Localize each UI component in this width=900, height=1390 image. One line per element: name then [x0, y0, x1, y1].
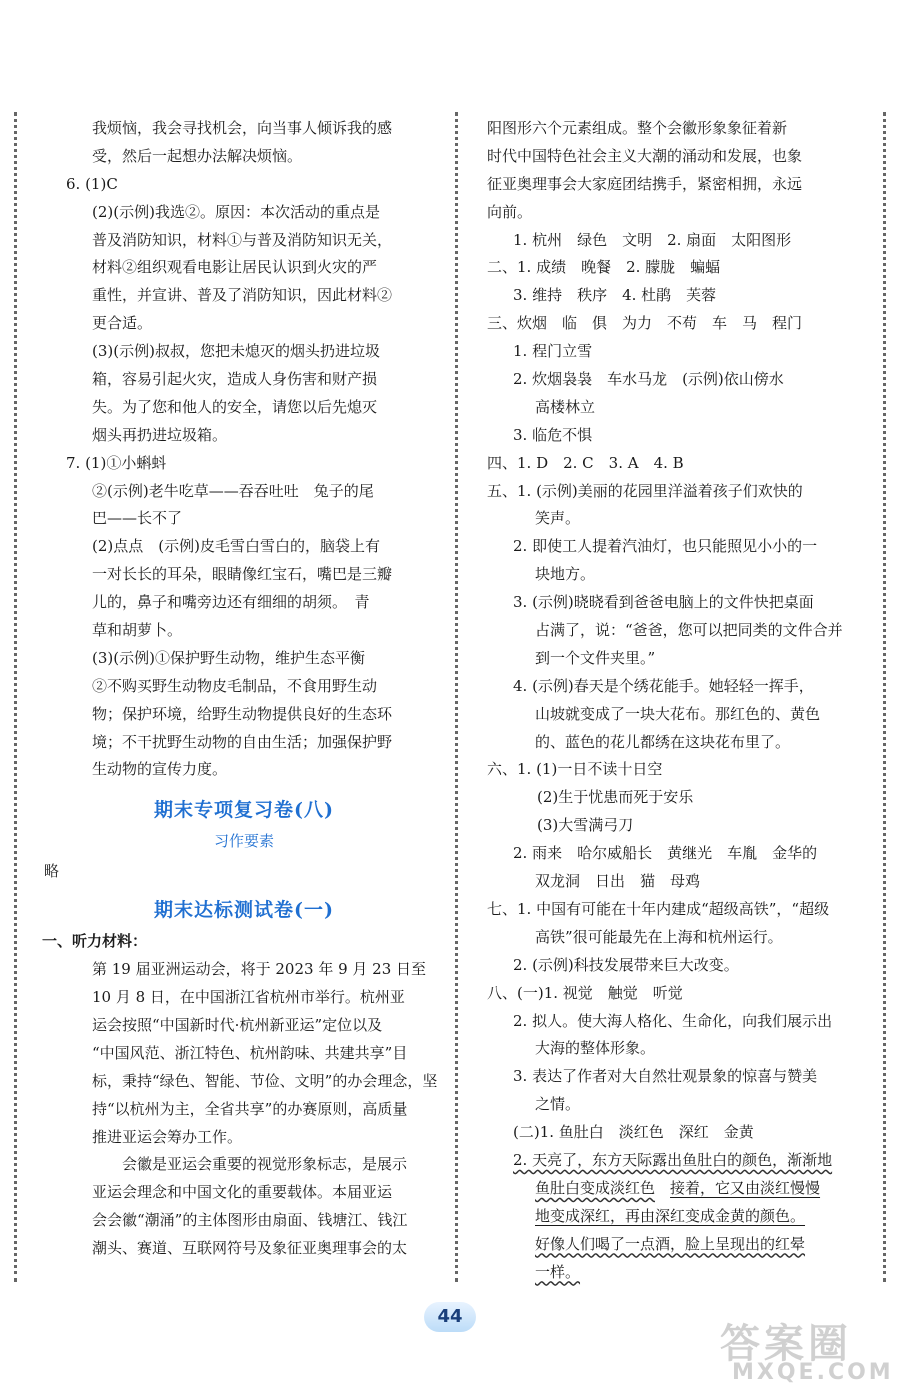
text-line: ②不购买野生动物皮毛制品，不食用野生动	[92, 676, 378, 695]
text-line: 箱，容易引起火灾，造成人身伤害和财产损	[92, 370, 378, 389]
left-column	[42, 115, 442, 1263]
answer-line: 4. (示例)春天是个绣花能手。她轻轻一挥手，	[513, 676, 814, 695]
paragraph-line: 推进亚运会筹办工作。	[92, 1127, 243, 1146]
omitted-note: 略	[44, 862, 60, 881]
answer-section-4: 四、1. D 2. C 3. A 4. B	[487, 453, 684, 472]
paragraph-line: 亚运会理念和中国文化的重要载体。本届亚运	[92, 1183, 393, 1202]
answer-line: 1. 杭州 绿色 文明 2. 扇面 太阳图形	[513, 230, 792, 249]
watermark-text: 答案圈	[720, 1321, 852, 1367]
text-line: 生动物的宣传力度。	[92, 760, 228, 779]
text-line: 境；不干扰野生动物的自由生活；加强保护野	[92, 732, 393, 751]
answer-line: 2. 雨来 哈尔威船长 黄继光 车胤 金华的	[513, 844, 818, 863]
answer-section-6: 六、1. (1)一日不读十日空	[487, 760, 663, 779]
paragraph-line: 标，秉持“绿色、智能、节俭、文明”的办会理念，坚	[92, 1071, 438, 1090]
text-line: 更合适。	[92, 314, 153, 333]
paragraph-line: 征亚奥理事会大家庭团结携手，紧密相拥，永远	[487, 174, 803, 193]
text-line: 草和胡萝卜。	[92, 621, 183, 640]
answer-line: 的、蓝色的花儿都绣在这块花布里了。	[535, 732, 791, 751]
answer-line	[487, 1175, 865, 1203]
answer-line: 块地方。	[535, 565, 596, 584]
paragraph-line: 时代中国特色社会主义大潮的涌动和发展，也象	[487, 146, 803, 165]
text-line: 物；保护环境，给野生动物提供良好的生态环	[92, 704, 393, 723]
paragraph-line: 10 月 8 日，在中国浙江省杭州市举行。杭州亚	[92, 988, 405, 1007]
paragraph-line: “中国风范、浙江特色、杭州韵味、共建共享”目	[92, 1043, 408, 1062]
paragraph-line: 会徽是亚运会重要的视觉形象标志，是展示	[122, 1155, 408, 1174]
answer-line: 大海的整体形象。	[535, 1039, 656, 1058]
paragraph-line: 运会按照“中国新时代·杭州新亚运”定位以及	[92, 1015, 383, 1034]
answer-line	[487, 1259, 865, 1287]
answer-line: 2. 拟人。使大海人格化、生命化，向我们展示出	[513, 1011, 833, 1030]
paragraph-line: 会会徽“潮涌”的主体图形由扇面、钱塘江、钱江	[92, 1211, 408, 1230]
paragraph-line: 向前。	[487, 202, 533, 221]
text-line: 烟头再扔进垃圾箱。	[92, 425, 228, 444]
left-dotted-border	[14, 112, 17, 1282]
answer-line: (3)大雪满弓刀	[537, 816, 634, 835]
answer-line: 笑声。	[535, 509, 581, 528]
answer-section-5: 五、1. (示例)美丽的花园里洋溢着孩子们欢快的	[487, 481, 803, 500]
wavy-underlined-text: 2. 天亮了，东方天际露出鱼肚白的颜色，渐渐地	[513, 1150, 833, 1169]
answer-line	[487, 1231, 865, 1259]
wavy-underlined-text: 一样。	[535, 1262, 581, 1281]
answer-line: 3. 维持 秩序 4. 杜鹃 芙蓉	[513, 286, 717, 305]
right-column	[487, 115, 865, 1286]
section-title-final-test-1: 期末达标测试卷(一)	[154, 899, 334, 922]
answer-section-8: 八、(一)1. 视觉 触觉 听觉	[487, 983, 683, 1002]
answer-line: 双龙洞 日出 猫 母鸡	[535, 872, 701, 891]
answer-section-3: 三、炊烟 临 俱 为力 不苟 车 马 程门	[487, 314, 803, 333]
answer-7-2: (2)点点 (示例)皮毛雪白雪白的，脑袋上有	[92, 537, 380, 556]
page-number: 44	[424, 1302, 476, 1332]
answer-line: 1. 程门立雪	[513, 342, 593, 361]
answer-6-2: (2)(示例)我选②。原因：本次活动的重点是	[92, 202, 380, 221]
answer-line: 3. (示例)晓晓看到爸爸电脑上的文件快把桌面	[513, 593, 814, 612]
text-line: 失。为了您和他人的安全，请您以后先熄灭	[92, 397, 378, 416]
text-line: 材料②组织观看电影让居民认识到火灾的严	[92, 258, 378, 277]
answer-line: (2)生于忧患而死于安乐	[537, 788, 694, 807]
wavy-underlined-text: 鱼肚白变成淡红色	[535, 1178, 656, 1197]
answer-line: 高楼林立	[535, 397, 596, 416]
answer-line	[487, 1147, 865, 1175]
answer-line	[487, 1203, 865, 1231]
section-title-final-review-8: 期末专项复习卷(八)	[154, 799, 334, 822]
text-line: 一对长长的耳朵，眼睛像红宝石，嘴巴是三瓣	[92, 565, 393, 584]
text-line: 普及消防知识，材料①与普及消防知识无关，	[92, 230, 393, 249]
paragraph-line: 持“以杭州为主，全省共享”的办赛原则，高质量	[92, 1099, 408, 1118]
answer-6-1: 6. (1)C	[66, 174, 118, 193]
paragraph-line: 第 19 届亚洲运动会，将于 2023 年 9 月 23 日至	[92, 960, 427, 979]
answer-line: 占满了，说：“爸爸，您可以把同类的文件合并	[535, 621, 843, 640]
answer-section-2: 二、1. 成绩 晚餐 2. 朦胧 蝙蝠	[487, 258, 721, 277]
text-line: 儿的，鼻子和嘴旁边还有细细的胡须。 青	[92, 593, 370, 612]
answer-line: 山坡就变成了一块大花布。那红色的、黄色	[535, 704, 821, 723]
center-dotted-divider	[455, 112, 458, 1282]
answer-7-3: (3)(示例)①保护野生动物，维护生态平衡	[92, 648, 365, 667]
answer-line: 3. 表达了作者对大自然壮观景象的惊喜与赞美	[513, 1067, 818, 1086]
answer-line: 之情。	[535, 1095, 581, 1114]
answer-6-3: (3)(示例)叔叔，您把未熄灭的烟头扔进垃圾	[92, 342, 380, 361]
underlined-text: 地变成深红，再由深红变成金黄的颜色。	[535, 1206, 806, 1225]
answer-line: 高铁”很可能最先在上海和杭州运行。	[535, 927, 783, 946]
answer-line: 2. (示例)科技发展带来巨大改变。	[513, 955, 739, 974]
text-line: 受，然后一起想办法解决烦恼。	[92, 146, 303, 165]
wavy-underlined-text: 好像人们喝了一点酒，脸上呈现出的红晕	[535, 1234, 806, 1253]
paragraph-line: 阳图形六个元素组成。整个会徽形象象征着新	[487, 119, 788, 137]
listening-material-label: 一、听力材料：	[42, 932, 148, 951]
answer-line: (二)1. 鱼肚白 淡红色 深红 金黄	[513, 1123, 754, 1142]
answer-7-1: 7. (1)①小蝌蚪	[66, 453, 167, 472]
section-subtitle: 习作要素	[213, 832, 274, 851]
answer-line: 2. 炊烟袅袅 车水马龙 (示例)依山傍水	[513, 370, 784, 389]
watermark-logo	[720, 1312, 894, 1387]
text-line: ②(示例)老牛吃草——吞吞吐吐 兔子的尾	[92, 481, 374, 500]
watermark-url: MXQE.COM	[732, 1360, 894, 1385]
answer-line: 到一个文件夹里。”	[535, 648, 656, 667]
right-dotted-border	[883, 112, 886, 1282]
text-line: 我烦恼，我会寻找机会，向当事人倾诉我的感	[92, 119, 393, 137]
answer-section-7: 七、1. 中国有可能在十年内建成“超级高铁”，“超级	[487, 899, 830, 918]
answer-line: 3. 临危不惧	[513, 425, 593, 444]
underlined-text: 接着，它又由淡红慢慢	[670, 1178, 821, 1197]
text-line: 重性，并宣讲、普及了消防知识，因此材料②	[92, 286, 393, 305]
text-line: 巴——长不了	[92, 509, 183, 528]
paragraph-line: 潮头、赛道、互联网符号及象征亚奥理事会的太	[92, 1239, 408, 1258]
answer-line: 2. 即使工人提着汽油灯，也只能照见小小的一	[513, 537, 818, 556]
